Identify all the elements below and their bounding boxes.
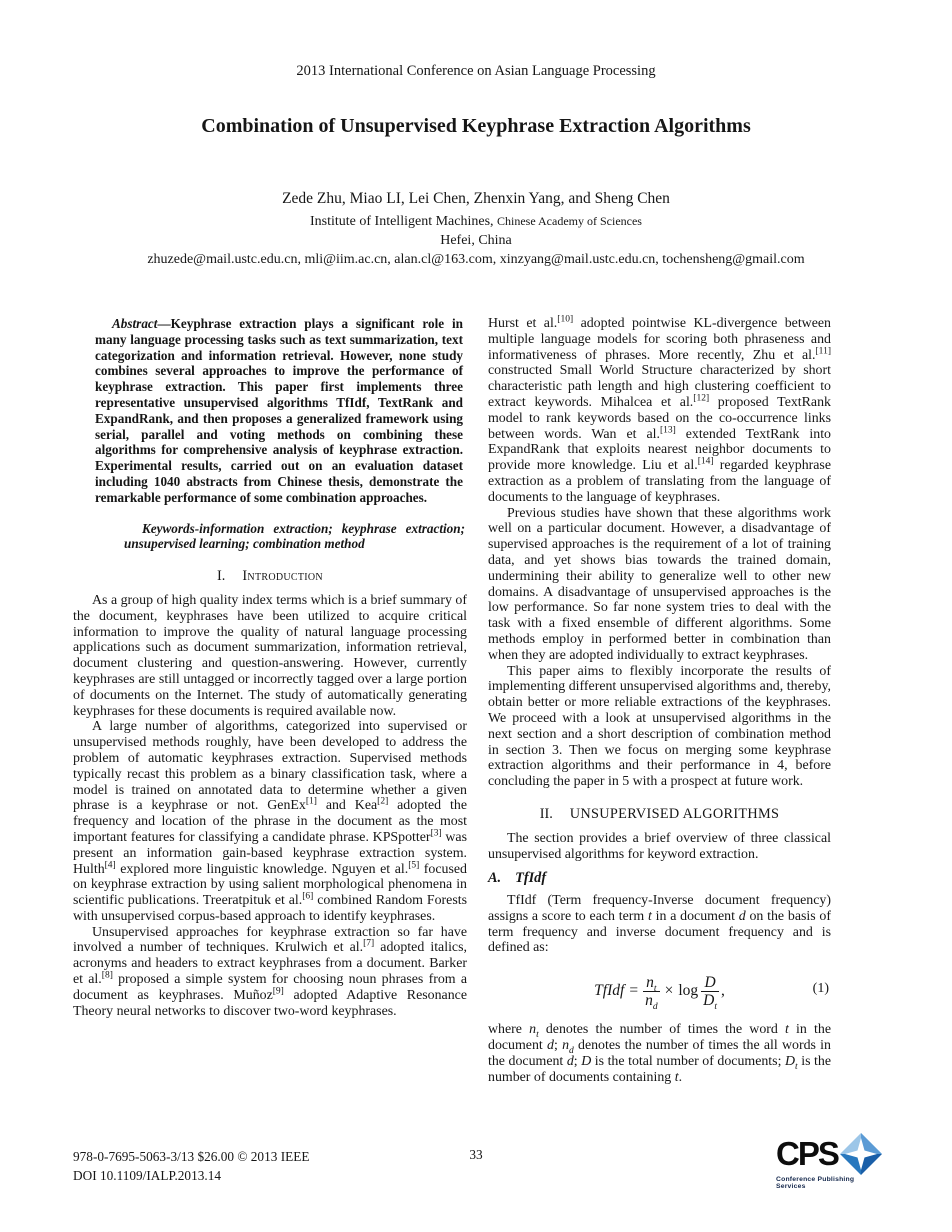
fraction-numerator xyxy=(644,973,658,994)
abstract-text: —Keyphrase extraction plays a significant role in many language processing tasks such as text summarization, text categorization and information retrieval. However, none study combines several approaches to improve the performance of keyphrase extraction. This paper first implements three representative unsupervised algorithms TfIdf, TextRank and ExpandRank, and then proposes a generalized framework using serial, parallel and voting methods on combining these algorithms for comprehensive analysis of keyphrase extraction. Experimental results, carried out on an evaluation dataset including 1040 abstracts from Chinese thesis, demonstrate the remarkable performance of some combination approaches. xyxy=(95,316,463,505)
discussion-paragraph: Previous studies have shown that these algorithms work well on a particular document. However, a disadvantage of supervised approaches is the requirement of a lot of training data, and yet shows bias towards the trained domain, undermining their ability to generalize well to other new domains. A disadvantage of unsupervised approaches is the low performance. So far none system tries to deal with the task with a fixed ensemble of different algorithms. Some methods employ in performed better in combination than when they are adopted individually to extract keyphrases. xyxy=(488,505,831,663)
cps-logo xyxy=(776,1133,882,1190)
cps-diamond-star-icon xyxy=(838,1131,884,1177)
equation-comma: , xyxy=(720,982,725,1000)
equation-body xyxy=(594,973,725,1012)
section-title: UNSUPERVISED ALGORITHMS xyxy=(569,805,780,822)
equals-sign: = xyxy=(629,982,639,1000)
section2-intro-paragraph: The section provides a brief overview of three classical unsupervised algorithms for keyword extraction. xyxy=(488,830,831,862)
subsection-heading-tfidf xyxy=(488,871,831,887)
paper-aims-paragraph: This paper aims to flexibly incorporate the results of implementing different unsupervised algorithms and, thereby, obtain better or more reliable extractions of the keyphrases. We proceed with a look at unsupervised algorithms in the next section and a short description of combination method in section 3. Then we focus on merging some keyphrase extraction algorithms and their performance in 4, before concluding the paper in 5 with a prospect at future work. xyxy=(488,663,831,790)
right-column xyxy=(488,316,831,1085)
log-function: log xyxy=(678,982,699,1000)
tfidf-definition-paragraph: TfIdf (Term frequency-Inverse document frequency) assigns a score to each term t in a document d on the basis of term frequency and inverse document frequency and is defined as: xyxy=(488,893,831,956)
var-sub-t: t xyxy=(714,1001,717,1012)
var-n: n xyxy=(645,991,653,1009)
affiliation-main: Institute of Intelligent Machines, xyxy=(310,214,494,229)
section-heading-introduction xyxy=(73,569,467,585)
doi-line: DOI 10.1109/IALP.2013.14 xyxy=(73,1168,221,1183)
subsection-title: TfIdf xyxy=(515,870,547,887)
fraction-denominator xyxy=(701,991,719,1012)
intro-paragraph-2: A large number of algorithms, categorized into supervised or unsupervised methods roughly, have been developed to address the problem of automatic keyphrases extraction. Supervised methods typically recast this problem as a binary classification task, where a model is trained on annotated data to determine whether a given phrase is a keyphrase or not. GenEx[1] and Kea[2] adopted the frequency and location of the phrase in the document as the most important features for classifying a candidate phrase. KPSpotter[3] was present an information gain-based keyphrase extraction system. Hulth[4] explored more linguistic knowledge. Nguyen et al.[5] focused on keyphrase extraction by using salient morphological phenomena in scientific publications. Treeratpituk et al.[6] combined Random Forests with unsupervised corpus-based approach to identify keyphrases. xyxy=(73,719,467,924)
location-line: Hefei, China xyxy=(440,233,512,248)
fraction-denominator xyxy=(643,991,660,1012)
affiliation-org: Chinese Academy of Sciences xyxy=(497,214,642,228)
left-column xyxy=(73,316,467,1019)
cps-logo-text: CPS xyxy=(776,1135,838,1172)
abstract-label: Abstract xyxy=(112,316,158,331)
var-D: D xyxy=(703,991,715,1009)
related-work-paragraph: Hurst et al.[10] adopted pointwise KL-divergence between multiple language models for scoring both phraseness and informativeness of phrases. More recently, Zhu et al.[11] constructed Small World Structure characterized by short characteristic path length and high clustering coefficient to extract keywords. Mihalcea et al.[12] proposed TextRank model to rank keywords based on the co-occurrence links between words. Wan et al.[13] extended TextRank into ExpandRank that exploits nearest neighbor documents to provide more knowledge. Liu et al.[14] regarded keyphrase extraction as a problem of translating from the language of documents to the language of keyphrases. xyxy=(488,314,832,505)
emails-line: zhuzede@mail.ustc.edu.cn, mli@iim.ac.cn, alan.cl@163.com, xinzyang@mail.ustc.edu.cn, tochensheng@gmail.com xyxy=(147,252,805,267)
section-title: Introduction xyxy=(242,568,323,585)
paper-title: Combination of Unsupervised Keyphrase Extraction Algorithms xyxy=(201,115,751,137)
intro-paragraph-1: As a group of high quality index terms which is a brief summary of the document, keyphrases have been utilized to acquire critical information to improve the quality of natural language processing applications such as document summarization, information retrieval, document clustering and question-answering. However, currently keyphrases are still untagged or incorrectly tagged over a large portion of documents on the Internet. The study of automatically generating keyphrases for these documents is required available now. xyxy=(73,592,467,719)
affiliation-line xyxy=(0,214,952,230)
section-heading-unsupervised-algorithms xyxy=(488,807,831,823)
equation-tfidf xyxy=(488,965,831,1017)
authors-names: Zede Zhu, Miao LI, Lei Chen, Zhenxin Yang, and Sheng Chen xyxy=(282,190,670,207)
var-sub-d: d xyxy=(652,1001,658,1012)
conference-header: 2013 International Conference on Asian Language Processing xyxy=(296,63,656,79)
var-sub-t: t xyxy=(653,983,657,994)
intro-paragraph-3: Unsupervised approaches for keyphrase extraction so far have involved a number of techniques. Krulwich et al.[7] adopted italics, acronyms and headers to extract keyphrases from a document. Barker et al.[8] proposed a simple system for choosing noun phrases from a document as keyphrases. Muñoz[9] adopted Adaptive Resonance Theory neural networks to discover two-word keyphrases. xyxy=(73,924,468,1019)
fraction-term-frequency xyxy=(643,973,660,1012)
equation-lhs: TfIdf xyxy=(594,982,625,1000)
section-number: I. xyxy=(217,568,226,585)
page-number: 33 xyxy=(469,1147,483,1162)
section-number: II. xyxy=(539,805,553,822)
fraction-numerator xyxy=(702,974,717,991)
isbn-line: 978-0-7695-5063-3/13 $26.00 © 2013 IEEE xyxy=(73,1149,310,1164)
subsection-number: A. xyxy=(488,870,502,887)
var-D: D xyxy=(704,973,716,991)
fraction-idf xyxy=(701,973,719,1012)
authors-block xyxy=(0,190,952,268)
equation-number: (1) xyxy=(812,981,829,997)
multiplication-sign: × xyxy=(664,982,674,1000)
equation-explanation-paragraph: where $n_t$ denotes the number of times the word t in the document d; $n_d$ denotes the number of times the all words in the document d; D is the total number of documents; $D_t$ is the number of documents containing t. xyxy=(488,1022,831,1085)
abstract-paragraph xyxy=(95,316,463,506)
var-n: n xyxy=(646,973,654,991)
keywords-paragraph: Keywords-information extraction; keyphrase extraction; unsupervised learning; combination method xyxy=(124,520,465,552)
cps-tagline: Conference Publishing Services xyxy=(776,1176,855,1190)
